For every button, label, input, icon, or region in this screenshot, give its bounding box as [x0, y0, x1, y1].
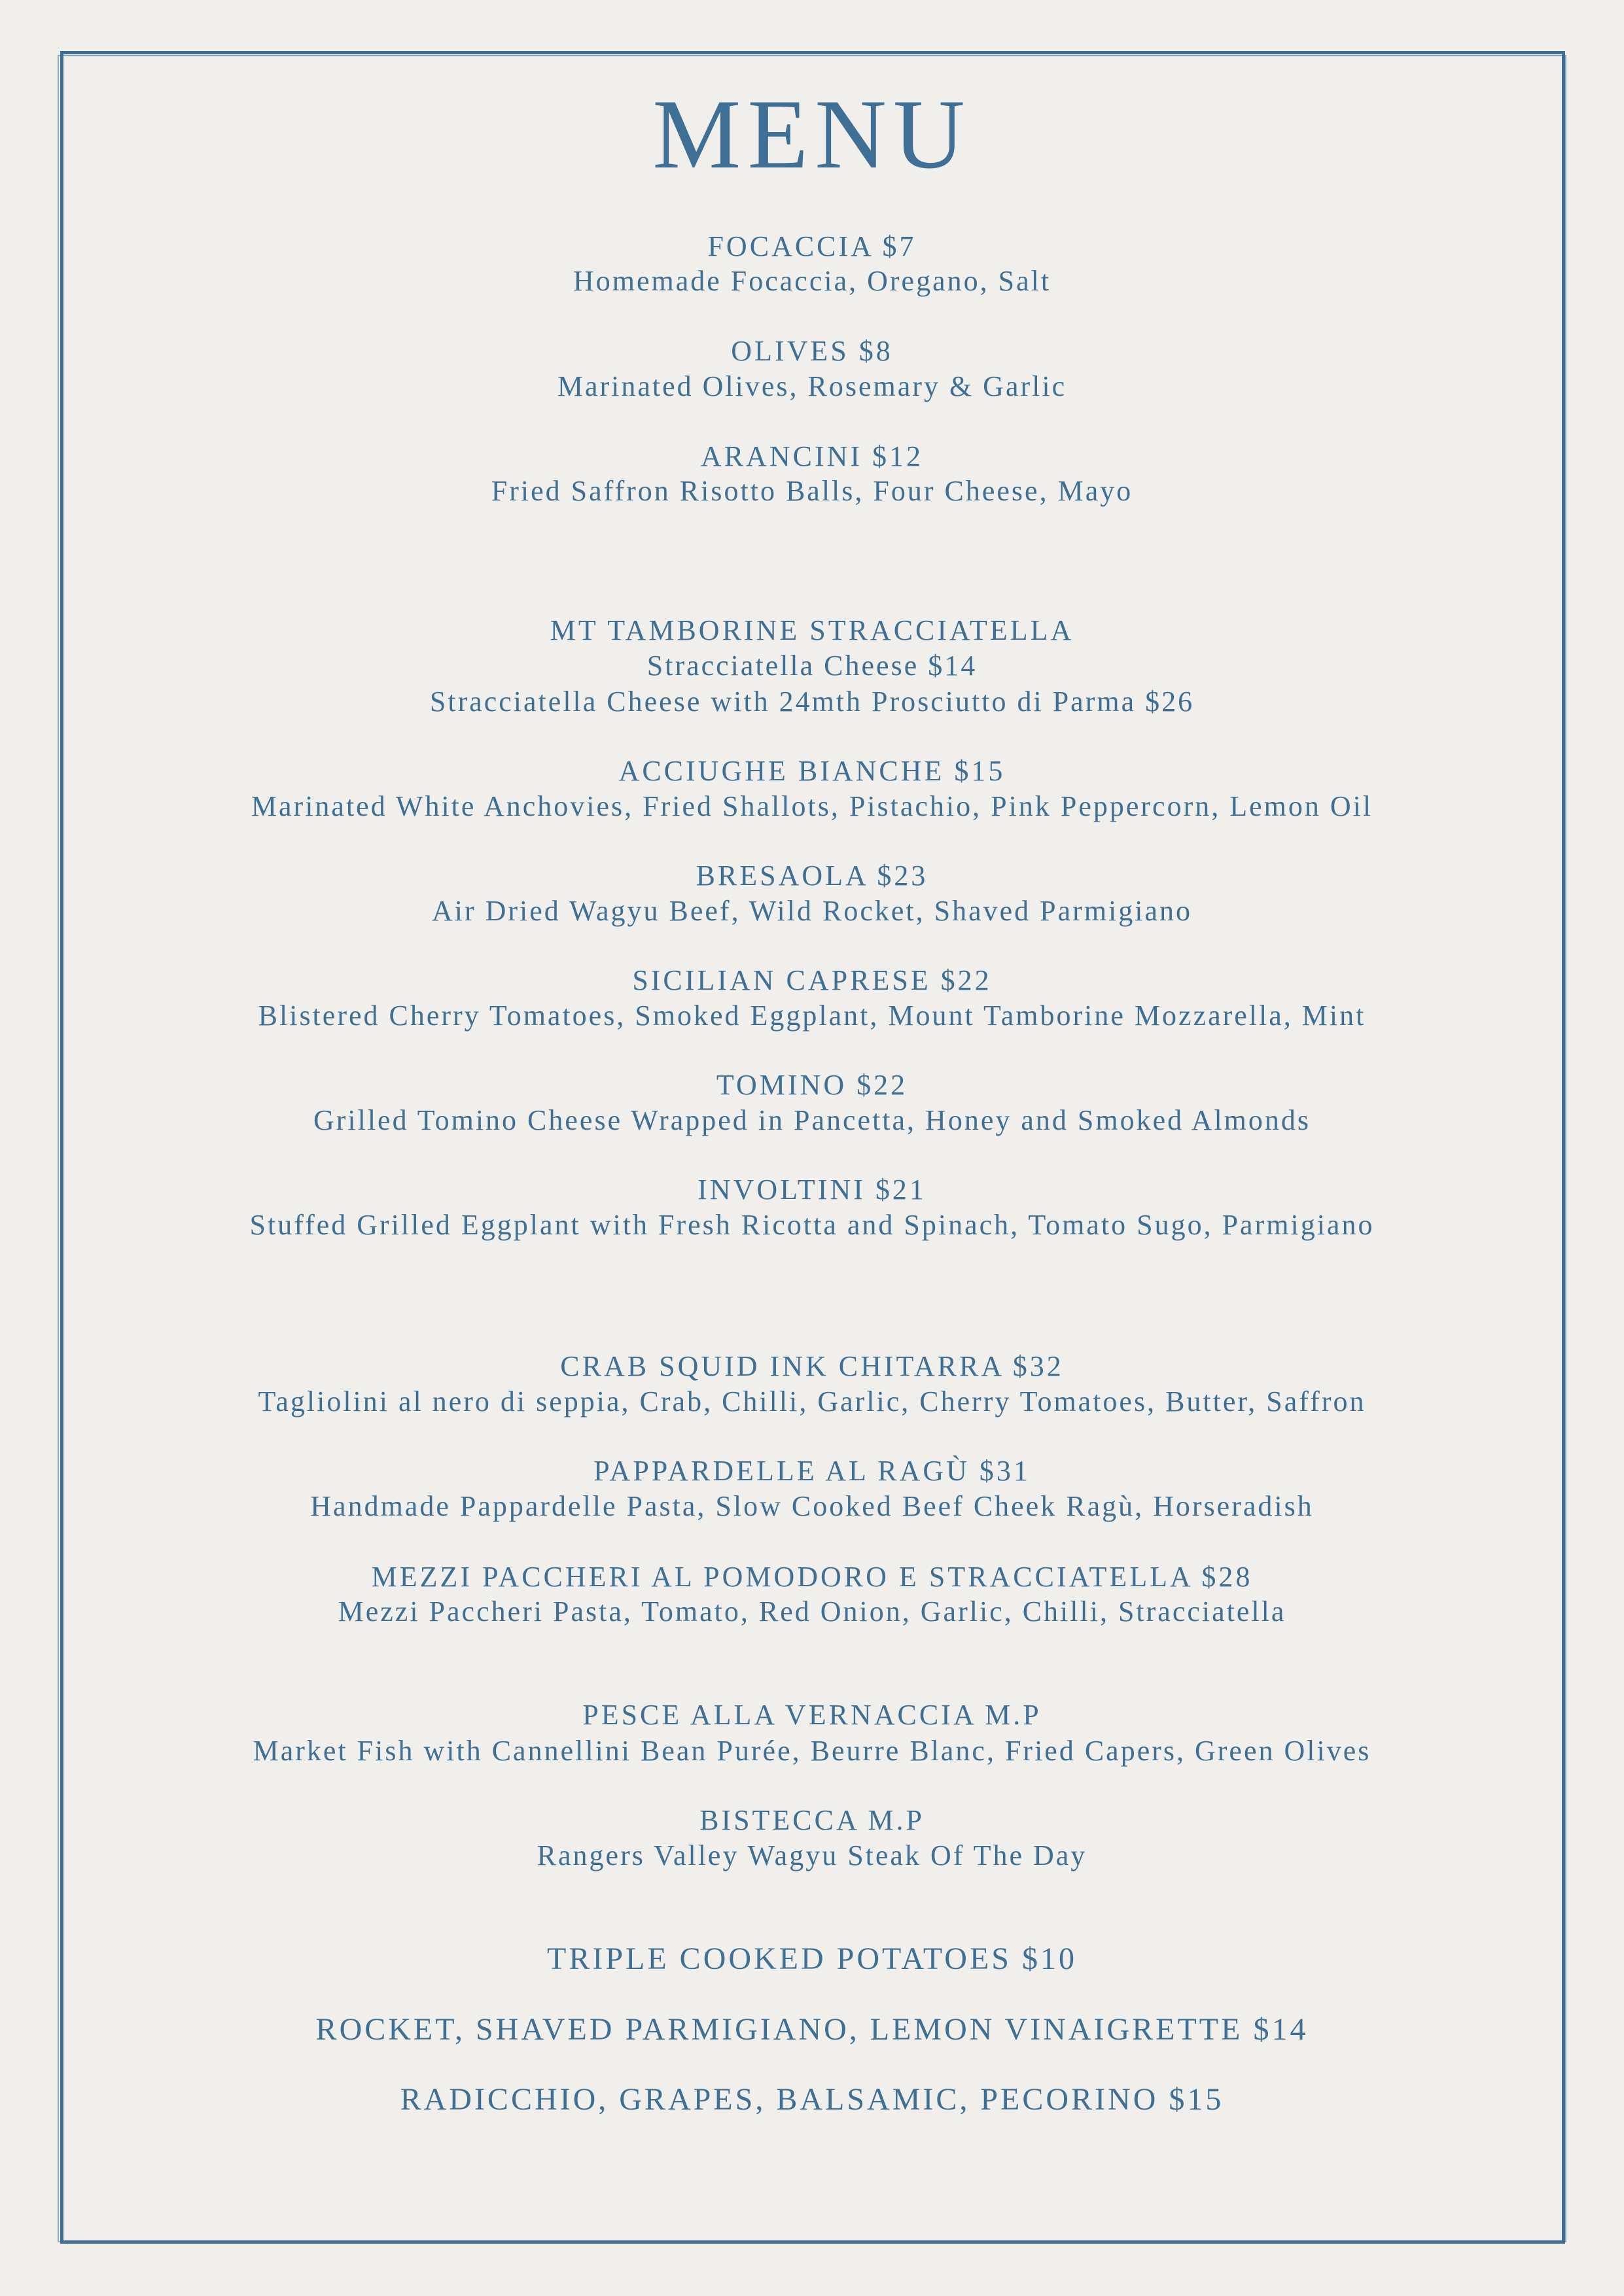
- item-stracciatella-option-2: Stracciatella Cheese with 24mth Prosciutto di Parma $26: [429, 686, 1195, 718]
- item-bistecca-name: BISTECCA M.P: [699, 1804, 925, 1836]
- item-chitarra-desc: Tagliolini al nero di seppia, Crab, Chilli, Garlic, Cherry Tomatoes, Butter, Saffron: [258, 1385, 1366, 1418]
- item-bresaola-name: BRESAOLA $23: [696, 860, 928, 892]
- item-olives-name: OLIVES $8: [731, 335, 893, 367]
- item-bistecca-desc: Rangers Valley Wagyu Steak Of The Day: [537, 1839, 1087, 1871]
- item-pesce-name: PESCE ALLA VERNACCIA M.P: [582, 1699, 1042, 1731]
- item-pappardelle-desc: Handmade Pappardelle Pasta, Slow Cooked Beef Cheek Ragù, Horseradish: [310, 1490, 1314, 1522]
- item-focaccia-desc: Homemade Focaccia, Oregano, Salt: [573, 265, 1051, 297]
- item-tomino-name: TOMINO $22: [716, 1069, 908, 1101]
- item-pappardelle-name: PAPPARDELLE AL RAGÙ $31: [593, 1455, 1031, 1487]
- item-stracciatella-name: MT TAMBORINE STRACCIATELLA: [550, 614, 1074, 646]
- menu-title: MENU: [652, 79, 972, 189]
- item-arancini-desc: Fried Saffron Risotto Balls, Four Cheese, Mayo: [491, 475, 1133, 507]
- side-rocket-salad: ROCKET, SHAVED PARMIGIANO, LEMON VINAIGRETTE $14: [315, 2012, 1309, 2047]
- item-bresaola-desc: Air Dried Wagyu Beef, Wild Rocket, Shaved Parmigiano: [431, 895, 1193, 927]
- item-caprese-name: SICILIAN CAPRESE $22: [632, 964, 992, 996]
- item-caprese-desc: Blistered Cherry Tomatoes, Smoked Eggplant, Mount Tamborine Mozzarella, Mint: [258, 1000, 1366, 1032]
- item-chitarra-name: CRAB SQUID INK CHITARRA $32: [560, 1350, 1064, 1382]
- item-paccheri-desc: Mezzi Paccheri Pasta, Tomato, Red Onion, Garlic, Chilli, Stracciatella: [338, 1595, 1286, 1627]
- item-paccheri-name: MEZZI PACCHERI AL POMODORO E STRACCIATELLA $28: [371, 1561, 1253, 1593]
- item-stracciatella-option-1: Stracciatella Cheese $14: [646, 650, 978, 682]
- item-acciughe-desc: Marinated White Anchovies, Fried Shallots, Pistachio, Pink Peppercorn, Lemon Oil: [251, 790, 1373, 822]
- side-potatoes: TRIPLE COOKED POTATOES $10: [547, 1941, 1077, 1976]
- item-olives-desc: Marinated Olives, Rosemary & Garlic: [557, 370, 1067, 402]
- item-tomino-desc: Grilled Tomino Cheese Wrapped in Pancetta, Honey and Smoked Almonds: [313, 1104, 1311, 1136]
- side-radicchio-salad: RADICCHIO, GRAPES, BALSAMIC, PECORINO $15: [400, 2082, 1224, 2117]
- item-involtini-desc: Stuffed Grilled Eggplant with Fresh Ricotta and Spinach, Tomato Sugo, Parmigiano: [249, 1209, 1375, 1241]
- item-acciughe-name: ACCIUGHE BIANCHE $15: [618, 755, 1006, 787]
- item-focaccia-name: FOCACCIA $7: [707, 230, 917, 262]
- item-arancini-name: ARANCINI $12: [700, 440, 924, 472]
- item-pesce-desc: Market Fish with Cannellini Bean Purée, Beurre Blanc, Fried Capers, Green Olives: [253, 1735, 1371, 1767]
- item-involtini-name: INVOLTINI $21: [697, 1174, 927, 1206]
